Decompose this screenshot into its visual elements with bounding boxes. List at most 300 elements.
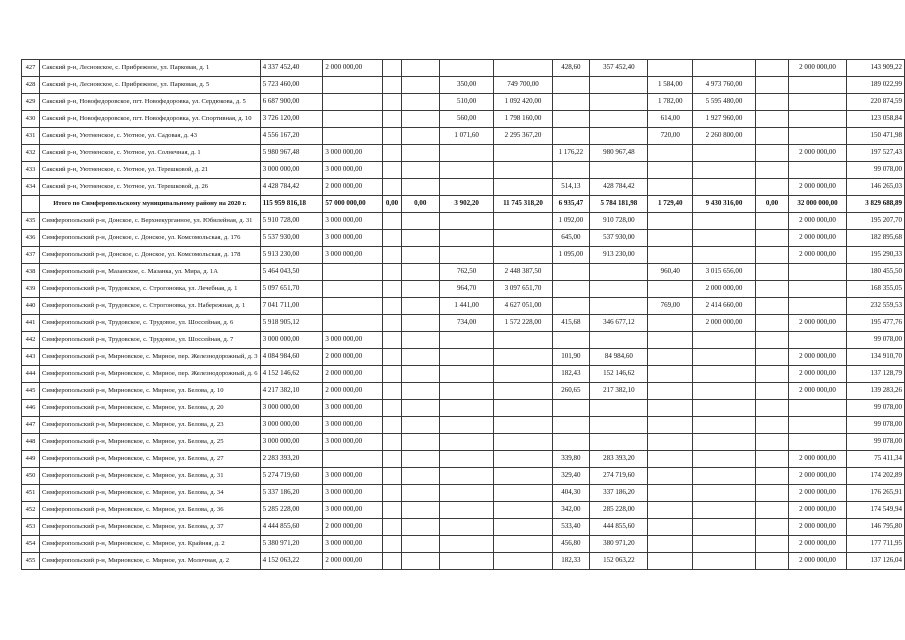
amount-cell [789, 94, 846, 111]
area-cell: 514,13 [552, 179, 590, 196]
area-cell [439, 162, 494, 179]
area-cell [648, 162, 693, 179]
area-cell [401, 213, 439, 230]
area-cell [648, 332, 693, 349]
amount-cell [494, 519, 552, 536]
amount-cell [755, 519, 788, 536]
amount-cell [755, 145, 788, 162]
amount-cell [590, 264, 648, 281]
amount-cell: 285 228,00 [590, 502, 648, 519]
amount-cell: 217 382,10 [590, 383, 648, 400]
area-cell: 182,43 [552, 366, 590, 383]
address-cell: Симферопольский р-н, Мирновское, с. Мирное, ул. Белова, д. 10 [40, 383, 261, 400]
address-cell: Симферопольский р-н, Мирновское, с. Мирное, ул. Крайняя, д. 2 [40, 536, 261, 553]
row-number: 438 [22, 264, 40, 281]
unit-cost-cell: 176 265,91 [846, 485, 904, 502]
amount-cell: 749 700,00 [494, 77, 552, 94]
amount-cell [383, 468, 402, 485]
amount-cell [494, 434, 552, 451]
row-number: 434 [22, 179, 40, 196]
area-cell [401, 349, 439, 366]
address-cell: Симферопольский р-н, Мирновское, с. Мирное, ул. Белова, д. 36 [40, 502, 261, 519]
area-cell [648, 60, 693, 77]
address-cell: Сакский р-н, Лесновское, с. Прибрежное, ул. Парковая, д. 1 [40, 60, 261, 77]
amount-cell: 2 000 000,00 [323, 349, 383, 366]
area-cell [552, 434, 590, 451]
area-cell [401, 179, 439, 196]
amount-cell: 152 146,62 [590, 366, 648, 383]
table-body [22, 60, 905, 570]
unit-cost-cell: 177 711,95 [846, 536, 904, 553]
row-number: 448 [22, 434, 40, 451]
table-row [22, 383, 905, 400]
amount-cell [755, 230, 788, 247]
amount-cell [323, 315, 383, 332]
amount-cell [755, 281, 788, 298]
amount-cell: 3 000 000,00 [323, 485, 383, 502]
amount-cell [494, 247, 552, 264]
area-cell: 1 095,00 [552, 247, 590, 264]
address-cell: Симферопольский р-н, Донское, с. Донское, ул. Комсомольская, д. 176 [40, 230, 261, 247]
address-cell: Симферопольский р-н, Мирновское, с. Мирное, ул. Молочная, д. 2 [40, 553, 261, 570]
row-number: 428 [22, 77, 40, 94]
amount-cell [494, 179, 552, 196]
area-cell [401, 400, 439, 417]
area-cell [552, 77, 590, 94]
capital-repair-table [21, 59, 905, 570]
area-cell [552, 332, 590, 349]
area-cell [648, 519, 693, 536]
amount-cell [494, 400, 552, 417]
amount-cell [590, 332, 648, 349]
address-cell: Симферопольский р-н, Мазанское, с. Мазанка, ул. Мира, д. 1А [40, 264, 261, 281]
amount-cell [323, 77, 383, 94]
amount-cell: 2 000 000,00 [789, 60, 846, 77]
total-cost-cell: 2 283 393,20 [260, 451, 323, 468]
area-cell [401, 281, 439, 298]
table-row [22, 502, 905, 519]
unit-cost-cell: 99 078,00 [846, 332, 904, 349]
total-cost-cell: 5 537 930,00 [260, 230, 323, 247]
area-cell [648, 315, 693, 332]
unit-cost-cell: 168 355,05 [846, 281, 904, 298]
amount-cell [693, 366, 756, 383]
area-cell [439, 247, 494, 264]
amount-cell: 9 430 316,00 [693, 196, 756, 213]
area-cell: 404,30 [552, 485, 590, 502]
amount-cell [755, 468, 788, 485]
area-cell [648, 451, 693, 468]
area-cell: 339,80 [552, 451, 590, 468]
area-cell [439, 366, 494, 383]
address-cell: Итого по Симферопольскому муниципальному району на 2020 г. [40, 196, 261, 213]
amount-cell: 2 000 000,00 [789, 230, 846, 247]
area-cell [552, 298, 590, 315]
amount-cell [323, 94, 383, 111]
table-row [22, 162, 905, 179]
area-cell [648, 400, 693, 417]
amount-cell: 2 260 800,00 [693, 128, 756, 145]
amount-cell [789, 128, 846, 145]
area-cell [648, 383, 693, 400]
total-cost-cell: 4 337 452,40 [260, 60, 323, 77]
amount-cell [494, 468, 552, 485]
area-cell: 342,00 [552, 502, 590, 519]
amount-cell [590, 77, 648, 94]
area-cell [401, 111, 439, 128]
address-cell: Симферопольский р-н, Мирновское, с. Мирное, пер. Железнодорожный, д. 3 [40, 349, 261, 366]
area-cell [401, 485, 439, 502]
amount-cell [383, 485, 402, 502]
amount-cell: 2 000 000,00 [789, 349, 846, 366]
address-cell: Симферопольский р-н, Мирновское, с. Мирное, ул. Белова, д. 31 [40, 468, 261, 485]
amount-cell: 346 677,12 [590, 315, 648, 332]
table-row [22, 332, 905, 349]
amount-cell: 2 000 000,00 [789, 536, 846, 553]
address-cell: Симферопольский р-н, Мирновское, с. Мирное, пер. Железнодорожный, д. 6 [40, 366, 261, 383]
area-cell [439, 485, 494, 502]
amount-cell: 3 000 000,00 [323, 162, 383, 179]
area-cell [401, 298, 439, 315]
unit-cost-cell: 99 078,00 [846, 162, 904, 179]
amount-cell: 337 186,20 [590, 485, 648, 502]
unit-cost-cell: 146 265,03 [846, 179, 904, 196]
amount-cell [693, 332, 756, 349]
area-cell [648, 179, 693, 196]
row-number: 436 [22, 230, 40, 247]
amount-cell [693, 400, 756, 417]
amount-cell: 2 000 000,00 [323, 383, 383, 400]
area-cell [401, 60, 439, 77]
amount-cell: 910 728,00 [590, 213, 648, 230]
amount-cell: 5 595 480,00 [693, 94, 756, 111]
amount-cell [590, 417, 648, 434]
amount-cell [383, 349, 402, 366]
row-number: 442 [22, 332, 40, 349]
area-cell [552, 111, 590, 128]
amount-cell [323, 128, 383, 145]
amount-cell [789, 264, 846, 281]
amount-cell: 84 984,60 [590, 349, 648, 366]
area-cell [439, 451, 494, 468]
amount-cell [494, 162, 552, 179]
amount-cell: 537 930,00 [590, 230, 648, 247]
amount-cell: 913 230,00 [590, 247, 648, 264]
unit-cost-cell: 195 477,76 [846, 315, 904, 332]
amount-cell [693, 213, 756, 230]
amount-cell [693, 536, 756, 553]
table-row [22, 213, 905, 230]
amount-cell [383, 111, 402, 128]
amount-cell [494, 213, 552, 230]
total-cost-cell: 3 726 120,00 [260, 111, 323, 128]
row-number: 453 [22, 519, 40, 536]
area-cell: 1 584,00 [648, 77, 693, 94]
amount-cell [693, 502, 756, 519]
amount-cell [789, 400, 846, 417]
address-cell: Сакский р-н, Уютненское, с. Уютное, ул. Терешковой, д. 26 [40, 179, 261, 196]
row-number: 437 [22, 247, 40, 264]
amount-cell: 2 000 000,00 [789, 213, 846, 230]
amount-cell [494, 553, 552, 570]
amount-cell [755, 298, 788, 315]
area-cell [401, 128, 439, 145]
area-cell [439, 536, 494, 553]
unit-cost-cell: 195 290,33 [846, 247, 904, 264]
row-number: 454 [22, 536, 40, 553]
address-cell: Симферопольский р-н, Трудовское, с. Строгоновка, ул. Лечебная, д. 1 [40, 281, 261, 298]
amount-cell [323, 298, 383, 315]
table-row [22, 349, 905, 366]
amount-cell [590, 94, 648, 111]
amount-cell [693, 349, 756, 366]
amount-cell: 3 000 000,00 [323, 502, 383, 519]
area-cell: 960,40 [648, 264, 693, 281]
area-cell: 350,00 [439, 77, 494, 94]
unit-cost-cell: 99 078,00 [846, 400, 904, 417]
address-cell: Симферопольский р-н, Мирновское, с. Мирное, ул. Белова, д. 20 [40, 400, 261, 417]
amount-cell: 32 000 000,00 [789, 196, 846, 213]
table-row [22, 281, 905, 298]
area-cell [648, 553, 693, 570]
amount-cell [590, 281, 648, 298]
area-cell [401, 366, 439, 383]
table-row [22, 536, 905, 553]
amount-cell [383, 94, 402, 111]
area-cell [439, 230, 494, 247]
table-row [22, 128, 905, 145]
row-number: 440 [22, 298, 40, 315]
row-number [22, 196, 40, 213]
amount-cell [383, 366, 402, 383]
area-cell: 720,00 [648, 128, 693, 145]
amount-cell [494, 502, 552, 519]
total-cost-cell: 3 000 000,00 [260, 417, 323, 434]
area-cell: 533,40 [552, 519, 590, 536]
area-cell: 1 092,00 [552, 213, 590, 230]
row-number: 451 [22, 485, 40, 502]
total-cost-cell: 5 918 905,12 [260, 315, 323, 332]
area-cell [401, 502, 439, 519]
amount-cell: 3 000 000,00 [323, 332, 383, 349]
amount-cell [755, 400, 788, 417]
table-row [22, 468, 905, 485]
amount-cell: 357 452,40 [590, 60, 648, 77]
amount-cell: 2 000 000,00 [323, 60, 383, 77]
unit-cost-cell: 134 910,70 [846, 349, 904, 366]
address-cell: Симферопольский р-н, Мирновское, с. Мирное, ул. Белова, д. 25 [40, 434, 261, 451]
row-number: 431 [22, 128, 40, 145]
amount-cell [383, 145, 402, 162]
amount-cell: 2 000 000,00 [693, 315, 756, 332]
area-cell [401, 451, 439, 468]
amount-cell [383, 179, 402, 196]
area-cell [401, 94, 439, 111]
total-cost-cell: 5 285 228,00 [260, 502, 323, 519]
area-cell: 1 441,00 [439, 298, 494, 315]
address-cell: Симферопольский р-н, Донское, с. Верхнекурганное, ул. Юбилейная, д. 31 [40, 213, 261, 230]
row-number: 433 [22, 162, 40, 179]
row-number: 435 [22, 213, 40, 230]
amount-cell: 3 000 000,00 [323, 536, 383, 553]
amount-cell: 4 627 051,00 [494, 298, 552, 315]
amount-cell: 1 798 160,00 [494, 111, 552, 128]
table-row [22, 434, 905, 451]
amount-cell: 3 000 000,00 [323, 145, 383, 162]
unit-cost-cell: 197 527,43 [846, 145, 904, 162]
amount-cell [383, 230, 402, 247]
unit-cost-cell: 220 874,59 [846, 94, 904, 111]
amount-cell [693, 417, 756, 434]
area-cell [439, 383, 494, 400]
amount-cell [494, 230, 552, 247]
area-cell [648, 366, 693, 383]
amount-cell [590, 162, 648, 179]
amount-cell [789, 111, 846, 128]
row-number: 441 [22, 315, 40, 332]
amount-cell [755, 162, 788, 179]
amount-cell: 1 927 960,00 [693, 111, 756, 128]
area-cell: 415,68 [552, 315, 590, 332]
amount-cell: 380 971,20 [590, 536, 648, 553]
area-cell: 101,90 [552, 349, 590, 366]
area-cell [552, 162, 590, 179]
amount-cell: 2 000 000,00 [789, 451, 846, 468]
amount-cell [755, 434, 788, 451]
amount-cell [383, 298, 402, 315]
table-row [22, 485, 905, 502]
amount-cell: 2 295 367,20 [494, 128, 552, 145]
amount-cell [755, 94, 788, 111]
amount-cell [755, 179, 788, 196]
amount-cell [789, 281, 846, 298]
amount-cell: 2 000 000,00 [789, 553, 846, 570]
amount-cell [494, 60, 552, 77]
table-row [22, 77, 905, 94]
amount-cell [494, 485, 552, 502]
amount-cell: 1 572 228,00 [494, 315, 552, 332]
amount-cell [755, 451, 788, 468]
amount-cell [755, 315, 788, 332]
total-cost-cell: 6 687 900,00 [260, 94, 323, 111]
amount-cell: 2 000 000,00 [323, 179, 383, 196]
area-cell [401, 162, 439, 179]
amount-cell [383, 77, 402, 94]
amount-cell [383, 451, 402, 468]
area-cell [401, 332, 439, 349]
area-cell [552, 417, 590, 434]
amount-cell [383, 213, 402, 230]
total-cost-cell: 3 000 000,00 [260, 400, 323, 417]
total-cost-cell: 5 723 460,00 [260, 77, 323, 94]
total-cost-cell: 5 274 719,60 [260, 468, 323, 485]
area-cell: 762,50 [439, 264, 494, 281]
amount-cell [693, 60, 756, 77]
amount-cell [755, 553, 788, 570]
amount-cell [789, 162, 846, 179]
area-cell [401, 553, 439, 570]
amount-cell [590, 298, 648, 315]
unit-cost-cell: 99 078,00 [846, 417, 904, 434]
amount-cell: 3 000 000,00 [323, 400, 383, 417]
amount-cell: 5 784 181,98 [590, 196, 648, 213]
total-cost-cell: 5 980 967,48 [260, 145, 323, 162]
amount-cell [383, 162, 402, 179]
amount-cell [383, 264, 402, 281]
address-cell: Сакский р-н, Уютненское, с. Уютное, ул. Солнечная, д. 1 [40, 145, 261, 162]
amount-cell: 2 000 000,00 [693, 281, 756, 298]
area-cell [439, 145, 494, 162]
table-row [22, 145, 905, 162]
amount-cell [693, 553, 756, 570]
table-row [22, 111, 905, 128]
amount-cell [755, 536, 788, 553]
amount-cell [755, 264, 788, 281]
area-cell [648, 536, 693, 553]
unit-cost-cell: 146 795,80 [846, 519, 904, 536]
amount-cell [693, 383, 756, 400]
amount-cell [755, 417, 788, 434]
total-cost-cell: 5 337 186,20 [260, 485, 323, 502]
amount-cell [494, 383, 552, 400]
row-number: 455 [22, 553, 40, 570]
amount-cell: 2 000 000,00 [789, 519, 846, 536]
table-row [22, 366, 905, 383]
address-cell: Симферопольский р-н, Трудовское, с. Трудовое, ул. Шоссейная, д. 6 [40, 315, 261, 332]
address-cell: Симферопольский р-н, Трудовское, с. Строгоновка, ул. Набережная, д. 1 [40, 298, 261, 315]
area-cell: 510,00 [439, 94, 494, 111]
area-cell [401, 417, 439, 434]
amount-cell [494, 366, 552, 383]
amount-cell: 2 000 000,00 [789, 468, 846, 485]
area-cell [439, 434, 494, 451]
table-row [22, 417, 905, 434]
row-number: 439 [22, 281, 40, 298]
table-row [22, 230, 905, 247]
total-cost-cell: 4 152 146,62 [260, 366, 323, 383]
amount-cell [755, 60, 788, 77]
total-cost-cell: 4 217 382,10 [260, 383, 323, 400]
address-cell: Симферопольский р-н, Мирновское, с. Мирное, ул. Белова, д. 34 [40, 485, 261, 502]
area-cell: 645,00 [552, 230, 590, 247]
area-cell [401, 230, 439, 247]
amount-cell [323, 451, 383, 468]
unit-cost-cell: 137 128,79 [846, 366, 904, 383]
row-number: 444 [22, 366, 40, 383]
unit-cost-cell: 189 022,99 [846, 77, 904, 94]
amount-cell: 2 000 000,00 [323, 553, 383, 570]
amount-cell [590, 434, 648, 451]
amount-cell [383, 128, 402, 145]
amount-cell [494, 417, 552, 434]
amount-cell [693, 485, 756, 502]
amount-cell [383, 281, 402, 298]
area-cell [648, 247, 693, 264]
amount-cell [755, 111, 788, 128]
amount-cell [755, 332, 788, 349]
area-cell: 6 935,47 [552, 196, 590, 213]
amount-cell: 3 000 000,00 [323, 230, 383, 247]
amount-cell [383, 519, 402, 536]
area-cell: 1 782,00 [648, 94, 693, 111]
area-cell [439, 349, 494, 366]
amount-cell [383, 315, 402, 332]
amount-cell [755, 247, 788, 264]
row-number: 449 [22, 451, 40, 468]
row-number: 430 [22, 111, 40, 128]
amount-cell [323, 281, 383, 298]
table-row [22, 519, 905, 536]
